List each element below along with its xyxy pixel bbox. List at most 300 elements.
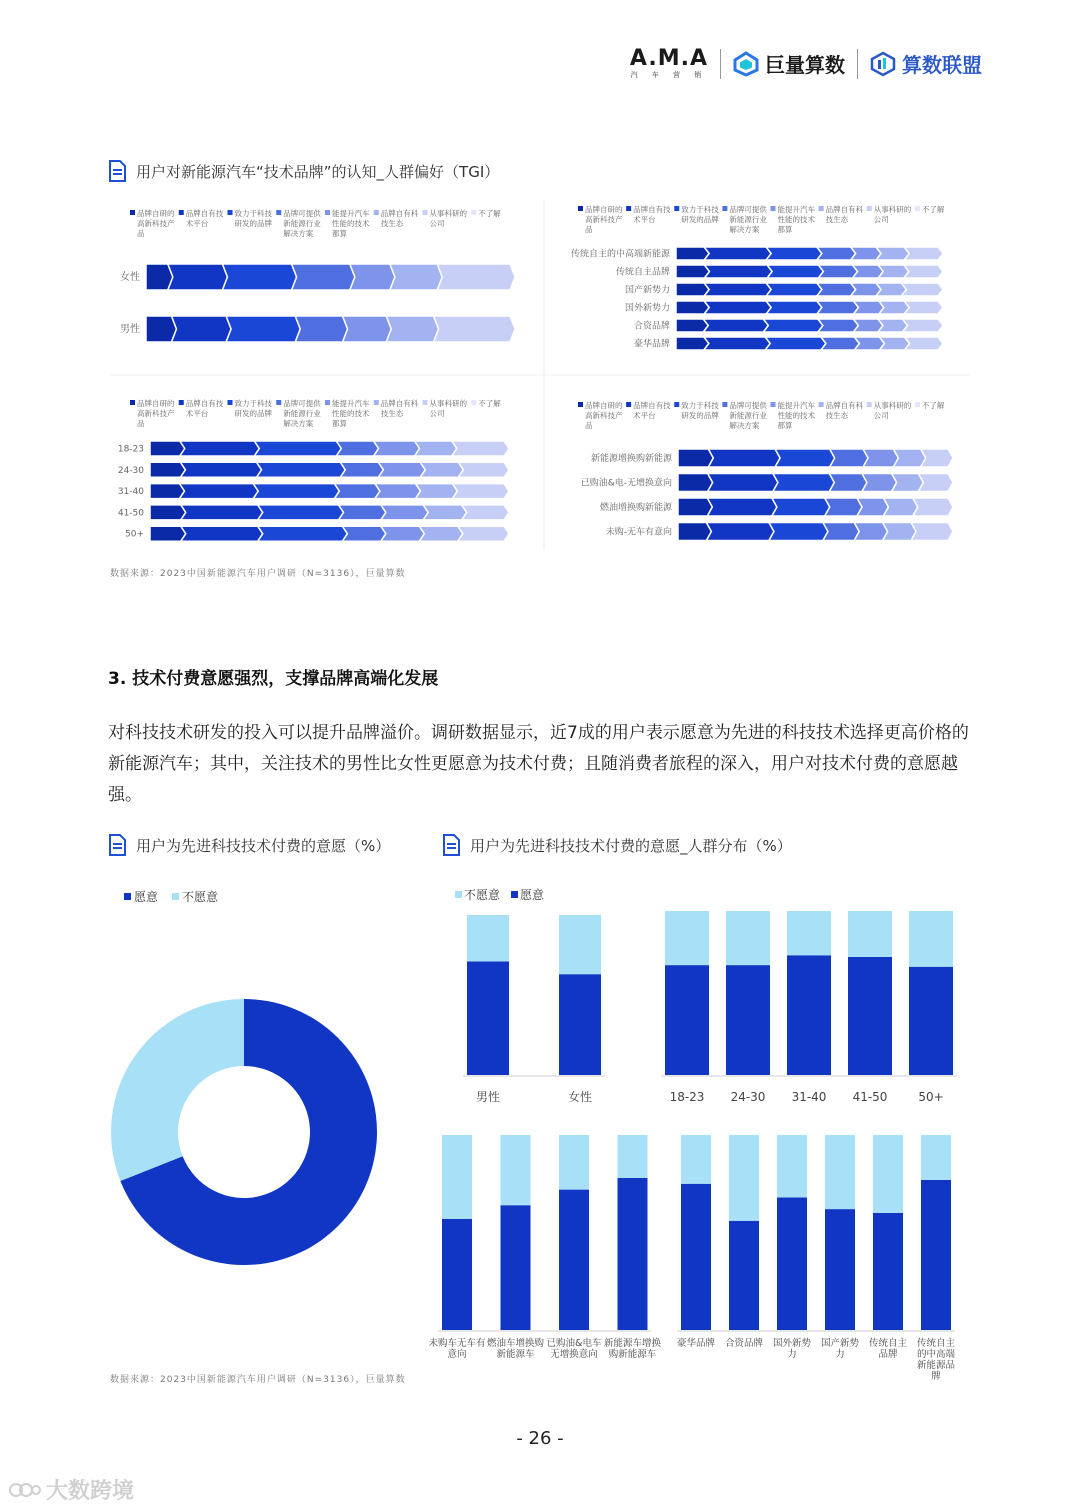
- tgi-age-category-label: 50+: [125, 529, 144, 540]
- tgi-status-bar-segment: [857, 498, 888, 516]
- tgi-status-bar-segment: [707, 498, 777, 516]
- tgi-gender-legend-label: 高新科技产: [137, 219, 175, 228]
- tgi-age-legend-label: 品: [137, 419, 145, 428]
- tgi-age-legend-swatch: [325, 400, 330, 405]
- tgi-age-legend-swatch: [228, 400, 233, 405]
- tgi-age-bar-segment: [415, 441, 457, 456]
- brand-category-label: 的中高端: [916, 1349, 956, 1360]
- tgi-status-legend-label: 新能源行业: [729, 411, 767, 420]
- tgi-brand-bar-segment: [853, 265, 884, 278]
- tgi-status-bar-segment: [708, 474, 778, 492]
- tgi-brand-bar-segment: [704, 301, 771, 314]
- brand-bar-unwilling: [825, 1135, 855, 1209]
- tgi-gender-legend-label: 公司: [429, 219, 445, 228]
- tgi-age-bar-segment: [150, 441, 185, 456]
- tgi-gender-legend-swatch: [228, 210, 233, 215]
- distribution-chart-title: [442, 834, 792, 856]
- tgi-age-bar-segment: [180, 441, 260, 456]
- tgi-status-legend-label: 从事科研的: [873, 401, 912, 410]
- tgi-age-bar-segment: [150, 505, 186, 520]
- tgi-brand-bar-segment: [704, 283, 771, 296]
- logo-divider: [720, 49, 721, 79]
- tgi-brand-bar-segment: [904, 301, 943, 314]
- tgi-age-legend-label: 都算: [332, 419, 347, 428]
- tgi-gender-bar-segment: [146, 316, 176, 342]
- ama-logo-subtext: 汽 车 营 销: [630, 71, 708, 79]
- tgi-age-bar-segment: [458, 462, 509, 477]
- tgi-age-bar-segment: [420, 462, 463, 477]
- tgi-age-legend-swatch: [374, 400, 379, 405]
- tgi-status-bar-segment: [911, 523, 953, 541]
- donut-legend-label: 不愿意: [182, 890, 219, 904]
- brand-category-label: 新能源品: [916, 1360, 956, 1371]
- tgi-brand-bar-segment: [903, 319, 943, 332]
- tgi-brand-bar-segment: [817, 247, 856, 260]
- tgi-gender-bar-segment: [350, 264, 395, 290]
- age-bar-willing: [726, 965, 770, 1075]
- donut-chart-title: [108, 834, 390, 856]
- tgi-brand-legend-swatch: [674, 206, 679, 211]
- tgi-age-legend-label: 研发的品牌: [234, 409, 272, 418]
- tgi-brand-legend-label: 品: [585, 225, 593, 234]
- status-bar-unwilling: [618, 1135, 648, 1178]
- tgi-gender-bar-segment: [171, 316, 231, 342]
- tgi-brand-bar-segment: [676, 265, 709, 278]
- tgi-age-bar-segment: [253, 484, 339, 499]
- tgi-gender-legend-label: 研发的品牌: [234, 219, 272, 228]
- tgi-brand-bar-segment: [704, 265, 772, 278]
- watermark-logo-icon: [8, 1479, 42, 1501]
- tgi-brand-legend-label: 品牌自研的: [585, 205, 623, 214]
- tgi-brand-legend-swatch: [626, 206, 631, 211]
- tgi-status-bar-segment: [706, 523, 774, 541]
- tgi-brand-legend-label: 都算: [777, 225, 793, 234]
- tgi-age-bar-segment: [180, 462, 261, 477]
- donut-legend-swatch: [124, 893, 131, 900]
- tgi-gender-bar-segment: [437, 264, 515, 290]
- tgi-age-legend-swatch: [471, 400, 476, 405]
- tgi-status-bar-segment: [830, 449, 868, 467]
- brand-bar-unwilling: [921, 1135, 951, 1180]
- tgi-gender-legend-label: 不了解: [478, 209, 501, 218]
- tgi-status-bar-segment: [773, 474, 834, 492]
- tgi-status-bar-segment: [678, 498, 712, 516]
- ama-logo: [630, 48, 708, 79]
- tgi-status-category-label: 未购-无车有意向: [605, 527, 672, 538]
- tgi-age-legend-swatch: [130, 400, 135, 405]
- juliang-logo-icon: [733, 51, 759, 77]
- tgi-brand-category-label: 豪华品牌: [633, 339, 670, 350]
- tgi-brand-bar-segment: [817, 301, 859, 314]
- gender-bar-willing: [467, 961, 509, 1075]
- tgi-brand-bar-segment: [851, 283, 881, 296]
- age-bar-willing: [665, 965, 709, 1075]
- tgi-status-legend-label: 致力于科技: [681, 401, 719, 410]
- tgi-gender-legend-label: 都算: [332, 229, 347, 238]
- tgi-brand-bar-segment: [853, 301, 883, 314]
- status-bar-willing: [501, 1205, 531, 1330]
- age-bar-willing: [787, 955, 831, 1075]
- tgi-brand-legend-label: 能提升汽车: [777, 205, 815, 214]
- tgi-age-bar-segment: [258, 505, 344, 520]
- tgi-brand-legend-label: 高新科技产: [585, 215, 623, 224]
- brand-category-label: 力: [835, 1349, 845, 1360]
- tgi-brand-bar-segment: [676, 247, 709, 260]
- tgi-brand-legend-label: 技生态: [825, 215, 849, 224]
- tgi-age-bar-segment: [150, 484, 185, 499]
- tgi-gender-legend-swatch: [325, 210, 330, 215]
- juliang-logo: [733, 49, 845, 78]
- tgi-age-bar-segment: [181, 505, 263, 520]
- distribution-chart-title-text: 用户为先进科技技术付费的意愿_人群分布（%）: [470, 836, 792, 855]
- tgi-brand-bar-segment: [703, 319, 768, 332]
- tgi-status-legend-swatch: [578, 402, 583, 407]
- age-bar-willing: [848, 957, 892, 1075]
- payment-charts: [0, 870, 1080, 1380]
- tgi-status-bar-segment: [893, 449, 925, 467]
- payment-source-note: 数据来源：2023中国新能源汽车用户调研（N=3136），巨量算数: [110, 1375, 406, 1385]
- status-category-label: 新能源车增换: [603, 1338, 662, 1349]
- tgi-brand-legend-swatch: [819, 206, 824, 211]
- tgi-status-legend-label: 能提升汽车: [777, 401, 815, 410]
- tgi-age-legend-label: 解决方案: [283, 419, 314, 428]
- donut-slice: [111, 999, 244, 1181]
- status-bar-unwilling: [559, 1135, 589, 1190]
- dist-legend-label: 愿意: [520, 888, 545, 902]
- brand-bar-unwilling: [777, 1135, 807, 1197]
- tgi-status-legend-label: 品牌自有技: [633, 401, 671, 410]
- tgi-brand-bar-segment: [904, 247, 943, 260]
- tgi-age-bar-segment: [416, 484, 458, 499]
- tgi-age-bar-segment: [423, 505, 466, 520]
- tgi-brand-bar-segment: [676, 283, 709, 296]
- tgi-status-legend-label: 研发的品牌: [681, 411, 719, 420]
- tgi-age-bar-segment: [374, 441, 420, 456]
- donut-legend-swatch: [172, 893, 179, 900]
- tgi-status-legend-label: 性能的技术: [777, 411, 815, 420]
- tgi-status-bar-segment: [921, 449, 953, 467]
- tgi-status-bar-segment: [863, 449, 898, 467]
- brand-bar-willing: [777, 1197, 807, 1330]
- header-logos: [630, 48, 982, 79]
- tgi-status-legend-swatch: [819, 402, 824, 407]
- dist-legend-swatch: [455, 891, 462, 898]
- brand-bar-unwilling: [681, 1135, 711, 1184]
- tgi-status-category-label: 新能源增换购新能源: [590, 454, 672, 464]
- tgi-status-bar-segment: [823, 523, 859, 541]
- tgi-status-legend-label: 术平台: [633, 411, 656, 420]
- tgi-status-bar-segment: [829, 474, 867, 492]
- tgi-brand-legend-label: 公司: [873, 215, 889, 224]
- tgi-status-bar-segment: [825, 498, 862, 516]
- donut-chart-title-text: 用户为先进科技技术付费的意愿（%）: [136, 836, 391, 855]
- tgi-age-bar-segment: [458, 526, 509, 541]
- brand-category-label: 合资品牌: [724, 1338, 764, 1349]
- tgi-age-legend-label: 性能的技术: [332, 409, 370, 418]
- tgi-gender-legend-label: 品: [137, 229, 145, 238]
- tgi-status-category-label: 已购油&电-无增换意向: [580, 478, 672, 489]
- tgi-status-legend-label: 品牌可提供: [729, 401, 767, 410]
- tgi-age-bar-segment: [381, 505, 428, 520]
- tgi-charts: [0, 190, 1080, 560]
- tgi-age-category-label: 41-50: [117, 508, 144, 519]
- tgi-gender-legend-label: 品牌自研的: [137, 209, 175, 218]
- status-bar-unwilling: [442, 1135, 472, 1219]
- brand-category-label: 力: [787, 1349, 797, 1360]
- tgi-brand-legend-swatch: [578, 206, 583, 211]
- tgi-status-legend-label: 高新科技产: [585, 411, 623, 420]
- tgi-brand-bar-segment: [876, 247, 909, 260]
- tgi-brand-bar-segment: [763, 319, 823, 332]
- tgi-gender-legend-label: 品牌自有技: [185, 209, 224, 218]
- age-category-label: 41-50: [852, 1090, 888, 1104]
- brand-bar-unwilling: [729, 1135, 759, 1221]
- age-bar-unwilling: [665, 911, 709, 965]
- tgi-brand-category-label: 传统自主品牌: [615, 267, 670, 278]
- tgi-age-bar-segment: [340, 462, 383, 477]
- status-category-label: 新能源车: [496, 1349, 535, 1360]
- tgi-gender-legend-swatch: [423, 210, 428, 215]
- age-bar-unwilling: [726, 911, 770, 965]
- tgi-status-legend-swatch: [626, 402, 631, 407]
- brand-bar-unwilling: [873, 1135, 903, 1213]
- tgi-age-bar-segment: [339, 505, 386, 520]
- brand-bar-willing: [681, 1184, 711, 1330]
- tgi-brand-legend-swatch: [771, 206, 776, 211]
- tgi-age-bar-segment: [375, 484, 421, 499]
- tgi-age-bar-segment: [334, 484, 380, 499]
- tgi-gender-legend-label: 解决方案: [283, 229, 314, 238]
- suanshu-logo-text: 算数联盟: [902, 53, 982, 77]
- tgi-gender-legend-label: 品牌可提供: [283, 209, 321, 218]
- tgi-age-legend-label: 品牌可提供: [283, 399, 321, 408]
- tgi-age-bar-segment: [150, 462, 185, 477]
- tgi-gender-legend-swatch: [179, 210, 184, 215]
- tgi-brand-legend-label: 从事科研的: [873, 205, 912, 214]
- tgi-age-bar-segment: [254, 441, 341, 456]
- tgi-gender-legend-label: 品牌自有科: [380, 209, 419, 218]
- tgi-brand-bar-segment: [876, 283, 906, 296]
- tgi-gender-legend-label: 术平台: [185, 219, 209, 228]
- tgi-brand-legend-label: 品牌自有技: [633, 205, 671, 214]
- brand-category-label: 豪华品牌: [676, 1338, 716, 1349]
- gender-category-label: 女性: [567, 1090, 593, 1104]
- tgi-status-legend-label: 公司: [873, 411, 889, 420]
- section-heading: 3. 技术付费意愿强烈，支撑品牌高端化发展: [108, 669, 439, 689]
- tgi-brand-bar-segment: [905, 337, 943, 350]
- tgi-status-legend-label: 解决方案: [729, 421, 760, 430]
- tgi-status-legend-label: 品牌自研的: [585, 401, 623, 410]
- tgi-gender-bar-segment: [295, 316, 347, 342]
- dist-legend-label: 不愿意: [464, 888, 501, 902]
- tgi-age-legend-label: 能提升汽车: [332, 399, 370, 408]
- gender-bar-willing: [559, 974, 601, 1075]
- tgi-brand-legend-label: 研发的品牌: [681, 215, 719, 224]
- tgi-gender-bar-segment: [390, 264, 442, 290]
- tgi-brand-bar-segment: [818, 265, 857, 278]
- gender-bar-unwilling: [559, 915, 601, 974]
- tgi-age-category-label: 18-23: [117, 444, 144, 455]
- tgi-brand-bar-segment: [901, 283, 943, 296]
- tgi-status-bar-segment: [678, 449, 713, 467]
- watermark-text: 大数跨境: [46, 1479, 135, 1504]
- tgi-age-category-label: 31-40: [117, 487, 144, 498]
- tgi-brand-legend-label: 解决方案: [729, 225, 760, 234]
- brand-category-label: 传统自主: [868, 1338, 908, 1349]
- gender-bar-unwilling: [467, 915, 509, 961]
- tgi-age-legend-label: 不了解: [478, 399, 501, 408]
- tgi-gender-legend-swatch: [374, 210, 379, 215]
- status-category-label: 无增换意向: [550, 1349, 598, 1360]
- tgi-status-bar-segment: [769, 523, 828, 541]
- tgi-age-bar-segment: [452, 484, 509, 499]
- tgi-age-legend-swatch: [179, 400, 184, 405]
- tgi-gender-legend-swatch: [130, 210, 135, 215]
- brand-bar-willing: [873, 1213, 903, 1330]
- tgi-status-legend-label: 品牌自有科: [825, 401, 864, 410]
- logo-divider-2: [857, 49, 858, 79]
- tgi-gender-category-label: 女性: [120, 272, 140, 283]
- tgi-brand-bar-segment: [879, 337, 909, 350]
- tgi-brand-bar-segment: [766, 283, 822, 296]
- watermark: [8, 1474, 134, 1505]
- document-icon: [442, 834, 460, 856]
- dist-legend-swatch: [511, 891, 518, 898]
- tgi-age-legend-label: 公司: [429, 409, 445, 418]
- tgi-status-bar-segment: [913, 498, 953, 516]
- tgi-brand-bar-segment: [766, 247, 822, 260]
- tgi-brand-bar-segment: [676, 337, 709, 350]
- tgi-age-legend-label: 高新科技产: [137, 409, 175, 418]
- tgi-age-bar-segment: [336, 441, 378, 456]
- tgi-brand-bar-segment: [821, 337, 859, 350]
- tgi-status-bar-segment: [854, 523, 887, 541]
- tgi-age-legend-label: 技生态: [380, 409, 404, 418]
- tgi-gender-bar-segment: [343, 316, 392, 342]
- tgi-brand-bar-segment: [878, 265, 909, 278]
- tgi-age-bar-segment: [462, 505, 509, 520]
- document-icon: [108, 160, 126, 182]
- tgi-status-legend-swatch: [867, 402, 872, 407]
- tgi-brand-legend-swatch: [867, 206, 872, 211]
- tgi-age-legend-label: 术平台: [185, 409, 209, 418]
- age-category-label: 18-23: [669, 1090, 705, 1104]
- suanshu-logo: [870, 49, 982, 78]
- tgi-status-legend-swatch: [771, 402, 776, 407]
- tgi-brand-legend-label: 品牌自有科: [825, 205, 864, 214]
- status-bar-willing: [618, 1178, 648, 1330]
- tgi-brand-bar-segment: [765, 337, 826, 350]
- tgi-status-legend-swatch: [674, 402, 679, 407]
- tgi-age-legend-label: 新能源行业: [283, 409, 321, 418]
- tgi-brand-legend-label: 性能的技术: [777, 215, 815, 224]
- tgi-gender-legend-label: 能提升汽车: [332, 209, 370, 218]
- tgi-age-bar-segment: [180, 484, 259, 499]
- tgi-brand-bar-segment: [676, 319, 708, 332]
- tgi-gender-legend-label: 致力于科技: [234, 209, 272, 218]
- brand-bar-willing: [729, 1221, 759, 1330]
- tgi-age-legend-label: 致力于科技: [234, 399, 272, 408]
- tgi-brand-bar-segment: [676, 301, 709, 314]
- tgi-age-legend-swatch: [423, 400, 428, 405]
- brand-bar-willing: [825, 1209, 855, 1330]
- tgi-brand-bar-segment: [767, 265, 823, 278]
- brand-category-label: 国外新势: [772, 1338, 812, 1349]
- gender-category-label: 男性: [475, 1090, 501, 1104]
- tgi-brand-bar-segment: [818, 319, 858, 332]
- tgi-status-bar-segment: [918, 474, 953, 492]
- tgi-brand-category-label: 国外新势力: [624, 303, 670, 314]
- tgi-age-category-label: 24-30: [117, 465, 144, 476]
- tgi-age-bar-segment: [452, 441, 509, 456]
- tgi-brand-legend-label: 品牌可提供: [729, 205, 767, 214]
- tgi-brand-legend-label: 术平台: [633, 215, 656, 224]
- tgi-age-bar-segment: [381, 526, 424, 541]
- tgi-status-bar-segment: [678, 474, 713, 492]
- tgi-brand-category-label: 合资品牌: [633, 321, 670, 332]
- tgi-status-legend-label: 不了解: [921, 401, 945, 410]
- tgi-gender-bar-segment: [222, 264, 296, 290]
- tgi-brand-bar-segment: [851, 247, 881, 260]
- tgi-gender-bar-segment: [226, 316, 300, 342]
- status-category-label: 未购车无车有: [428, 1338, 486, 1349]
- tgi-status-bar-segment: [883, 523, 916, 541]
- tgi-age-bar-segment: [419, 526, 462, 541]
- tgi-age-legend-swatch: [276, 400, 281, 405]
- donut-legend-label: 愿意: [134, 890, 159, 904]
- tgi-gender-bar-segment: [386, 316, 438, 342]
- tgi-brand-bar-segment: [904, 265, 943, 278]
- age-category-label: 31-40: [791, 1090, 827, 1104]
- tgi-brand-bar-segment: [766, 301, 822, 314]
- status-bar-willing: [559, 1190, 589, 1330]
- tgi-gender-legend-swatch: [471, 210, 476, 215]
- section-paragraph: 对科技技术研发的投入可以提升品牌溢价。调研数据显示，近7成的用户表示愿意为先进的科技技术选择更高价格的新能源汽车；其中，关注技术的男性比女性更愿意为技术付费；且随消费者旅程的深入，用户对技术付费的意愿越强。: [108, 723, 969, 805]
- ama-logo-text: A.M.A: [629, 46, 708, 71]
- document-icon: [108, 834, 126, 856]
- age-bar-unwilling: [909, 911, 953, 967]
- tgi-brand-legend-label: 不了解: [921, 205, 945, 214]
- suanshu-logo-icon: [870, 51, 896, 77]
- age-category-label: 50+: [918, 1090, 944, 1104]
- tgi-status-legend-swatch: [722, 402, 727, 407]
- tgi-status-bar-segment: [772, 498, 830, 516]
- brand-category-label: 传统自主: [916, 1338, 956, 1349]
- tgi-gender-bar-segment: [434, 316, 515, 342]
- status-category-label: 购新能源车: [608, 1349, 657, 1360]
- tgi-gender-bar-segment: [168, 264, 228, 290]
- brand-bar-willing: [921, 1180, 951, 1330]
- tgi-status-bar-segment: [678, 523, 711, 541]
- page-number: - 26 -: [516, 1428, 564, 1449]
- tgi-age-legend-label: 品牌自有科: [380, 399, 419, 408]
- age-category-label: 24-30: [730, 1090, 766, 1104]
- status-category-label: 已购油&电车: [546, 1338, 602, 1349]
- tgi-gender-legend-swatch: [276, 210, 281, 215]
- tgi-gender-legend-label: 从事科研的: [429, 209, 467, 218]
- tgi-status-legend-label: 都算: [777, 421, 793, 430]
- tgi-status-bar-segment: [892, 474, 924, 492]
- tgi-age-legend-label: 品牌自研的: [137, 399, 175, 408]
- tgi-status-legend-label: 技生态: [825, 411, 849, 420]
- tgi-age-bar-segment: [258, 526, 348, 541]
- tgi-brand-bar-segment: [854, 337, 884, 350]
- tgi-brand-bar-segment: [704, 337, 770, 350]
- tgi-chart-title-text: 用户对新能源汽车“技术品牌”的认知_人群偏好（TGI）: [136, 162, 500, 181]
- tgi-brand-bar-segment: [704, 247, 771, 260]
- tgi-source-note: 数据来源：2023中国新能源汽车用户调研（N=3136），巨量算数: [110, 569, 406, 579]
- status-bar-willing: [442, 1219, 472, 1330]
